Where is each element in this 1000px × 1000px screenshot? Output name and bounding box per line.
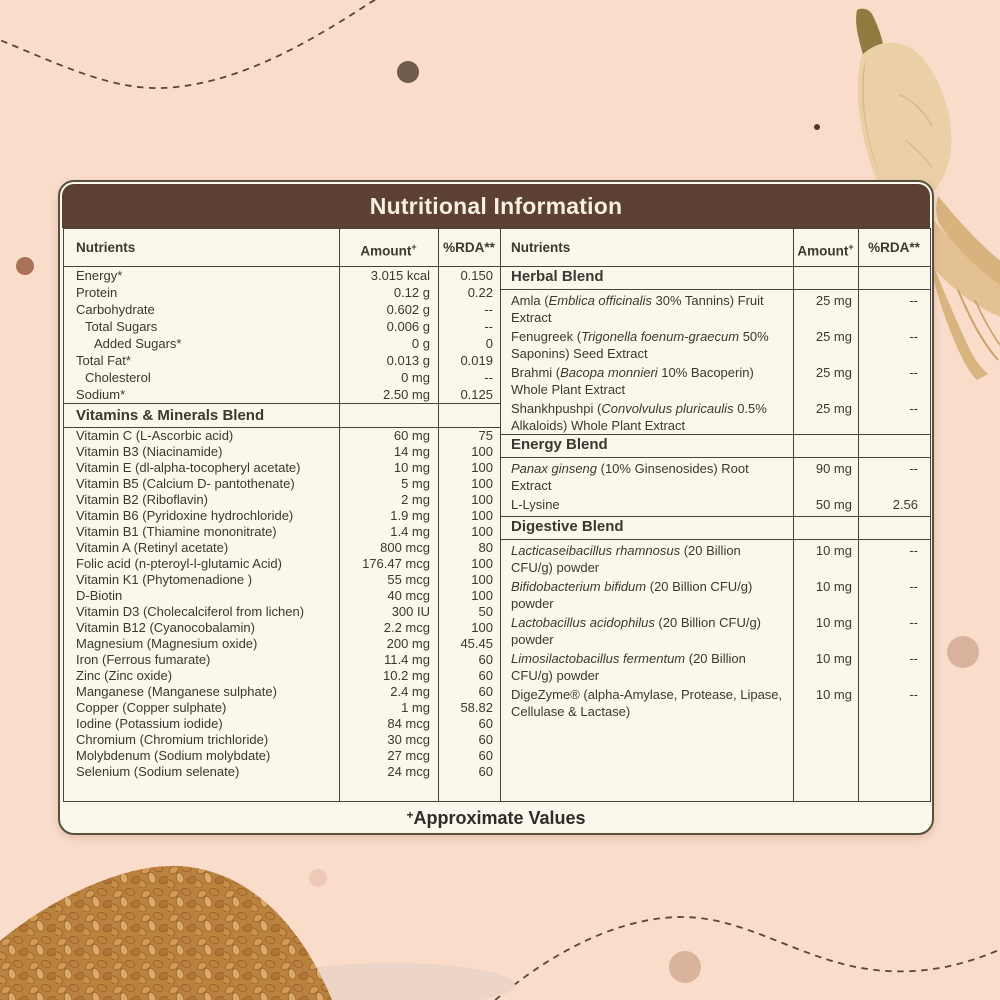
dot-left-brown: [16, 257, 34, 275]
nutrient-row: [64, 476, 500, 492]
nutrient-row: [64, 540, 500, 556]
nutrient-row: [64, 636, 500, 652]
dot-bottom-tan: [669, 951, 701, 983]
left-table-header: [64, 229, 500, 267]
nutrient-rda: 100: [471, 556, 493, 571]
nutrient-row: [500, 648, 930, 684]
nutrient-name: Lacticaseibacillus rhamnosus (20 Billion CFU/g) powder: [511, 542, 741, 575]
section-header-row: [64, 403, 500, 428]
nutrient-name: Energy*: [76, 268, 123, 283]
nutrient-name: Brahmi (Bacopa monnieri 10% Bacoperin) Whole Plant Extract: [511, 364, 754, 397]
dashed-curve-bottom: [486, 917, 1000, 1000]
nutrient-amount: 10.2 mg: [383, 668, 430, 683]
nutrient-amount: 2.2 mcg: [383, 620, 430, 635]
nutrient-rda: 100: [471, 572, 493, 587]
nutrient-name: L-Lysine: [511, 496, 560, 512]
nutrient-rda: --: [909, 614, 918, 630]
nutrient-amount: 1.9 mg: [390, 508, 430, 523]
nutrient-rda: 0.019: [460, 353, 493, 368]
nutrient-amount: 10 mg: [815, 650, 852, 666]
nutrient-amount: 84 mcg: [387, 716, 430, 731]
nutrient-amount: 90 mg: [815, 460, 852, 476]
nutrient-rda: 60: [478, 652, 493, 667]
nutrient-row: [500, 326, 930, 362]
nutrient-row: [64, 684, 500, 700]
nutrient-row: [64, 460, 500, 476]
nutrient-rda: 60: [478, 732, 493, 747]
nutrient-rda: --: [909, 400, 918, 416]
nutrient-rda: 100: [471, 524, 493, 539]
nutrient-row: [64, 652, 500, 668]
nutrient-amount: 25 mg: [815, 292, 852, 308]
left-table: [64, 229, 500, 801]
col-header-amount: Amount+: [360, 242, 417, 259]
nutrient-name: Vitamin B1 (Thiamine mononitrate): [76, 524, 277, 539]
nutrient-row: [64, 716, 500, 732]
nutrient-amount: 800 mcg: [380, 540, 430, 555]
page-title: Nutritional Information: [369, 192, 623, 219]
left-table-rows: [64, 267, 500, 780]
nutrient-name: Vitamin B12 (Cyanocobalamin): [76, 620, 255, 635]
col-header-nutrients: Nutrients: [511, 240, 571, 255]
footer-superscript: +: [406, 807, 414, 822]
nutrient-rda: 0.125: [460, 387, 493, 402]
nutrient-row: [64, 732, 500, 748]
nutrient-name: Vitamin B5 (Calcium D- pantothenate): [76, 476, 295, 491]
nutrient-name: Chromium (Chromium trichloride): [76, 732, 269, 747]
nutrient-name: Shankhpushpi (Convolvulus pluricaulis 0.5% Alkaloids) Whole Plant Extract: [511, 400, 767, 433]
col-header-nutrients: Nutrients: [76, 240, 136, 255]
nutrient-rda: --: [909, 578, 918, 594]
nutrient-row: [64, 604, 500, 620]
nutrient-amount: 11.4 mg: [383, 652, 430, 667]
col-header-amount: Amount+: [797, 242, 854, 259]
nutrient-amount: 0.006 g: [386, 319, 430, 334]
nutrient-row: [64, 764, 500, 780]
nutrient-row: [64, 335, 500, 352]
nutrient-row: [500, 684, 930, 720]
nutrient-name: Iodine (Potassium iodide): [76, 716, 223, 731]
nutrient-name: Zinc (Zinc oxide): [76, 668, 173, 683]
nutrient-rda: 100: [471, 476, 493, 491]
nutrient-name: Sodium*: [76, 387, 126, 402]
dot-small-dark: [814, 124, 820, 130]
nutrient-name: Amla (Emblica officinalis 30% Tannins) Fruit Extract: [511, 292, 764, 325]
nutrient-name: Iron (Ferrous fumarate): [76, 652, 211, 667]
nutrient-row: [64, 318, 500, 335]
nutrient-name: Magnesium (Magnesium oxide): [76, 636, 258, 651]
nutrient-amount: 27 mcg: [387, 748, 430, 763]
nutrient-row: [64, 508, 500, 524]
nutrient-rda: --: [484, 370, 493, 385]
nutrient-rda: 0.150: [460, 268, 493, 283]
nutrient-amount: 300 IU: [391, 604, 430, 619]
nutrient-amount: 0.013 g: [386, 353, 430, 368]
nutrient-rda: 50: [478, 604, 493, 619]
nutrient-row: [64, 386, 500, 403]
nutrient-rda: 60: [478, 684, 493, 699]
nutrient-row: [500, 540, 930, 576]
nutrient-amount: 24 mcg: [387, 764, 430, 779]
nutrient-amount: 25 mg: [815, 364, 852, 380]
dot-right-tan: [947, 636, 979, 668]
dashed-curve-top: [0, 0, 392, 88]
nutrient-name: Vitamin C (L-Ascorbic acid): [76, 428, 234, 443]
nutrient-name: Fenugreek (Trigonella foenum-graecum 50% Saponins) Seed Extract: [511, 328, 769, 361]
nutrient-name: Panax ginseng (10% Ginsenosides) Root Extract: [511, 460, 749, 493]
nutrient-amount: 14 mg: [393, 444, 430, 459]
nutrient-rda: 0: [485, 336, 493, 351]
nutrient-rda: --: [484, 302, 493, 317]
nutrient-row: [500, 398, 930, 434]
nutrient-amount: 25 mg: [815, 400, 852, 416]
dot-bottom-faint: [309, 869, 327, 887]
nutrient-amount: 55 mcg: [387, 572, 430, 587]
nutrient-row: [500, 458, 930, 494]
fenugreek-seeds-image: [0, 866, 515, 1000]
nutrient-rda: 60: [478, 764, 493, 779]
nutrient-name: Limosilactobacillus fermentum (20 Billion CFU/g) powder: [511, 650, 746, 683]
nutrient-row: [64, 492, 500, 508]
nutrient-rda: --: [909, 460, 918, 476]
nutrient-amount: 2.50 mg: [383, 387, 430, 402]
nutrient-row: [500, 576, 930, 612]
nutrient-amount: 10 mg: [393, 460, 430, 475]
nutrient-name: Vitamin B2 (Riboflavin): [76, 492, 208, 507]
nutrient-amount: 0 g: [411, 336, 430, 351]
nutrient-amount: 0.602 g: [386, 302, 430, 317]
nutrient-amount: 2.4 mg: [390, 684, 430, 699]
nutrient-rda: --: [909, 650, 918, 666]
nutrient-amount: 25 mg: [815, 328, 852, 344]
nutrient-rda: 100: [471, 620, 493, 635]
nutrient-rda: 45.45: [460, 636, 493, 651]
nutrient-name: DigeZyme® (alpha-Amylase, Protease, Lipase, Cellulase & Lactase): [511, 686, 783, 719]
section-title: Herbal Blend: [511, 268, 604, 285]
nutrient-row: [64, 700, 500, 716]
nutrient-amount: 1.4 mg: [390, 524, 430, 539]
nutrient-amount: 5 mg: [401, 476, 430, 491]
nutrient-row: [64, 572, 500, 588]
nutrient-row: [500, 494, 930, 516]
approximate-values-note: + Approximate Values: [406, 807, 586, 828]
nutrient-amount: 0 mg: [401, 370, 430, 385]
nutrient-amount: 176.47 mcg: [362, 556, 430, 571]
nutrient-rda: --: [909, 686, 918, 702]
nutrition-card: [58, 180, 934, 835]
section-header-row: [500, 516, 930, 540]
dot-top-brown: [397, 61, 419, 83]
right-table-rows: [500, 267, 930, 720]
section-title: Energy Blend: [511, 436, 608, 453]
nutrient-amount: 0.12 g: [393, 285, 430, 300]
nutrient-rda: 75: [478, 428, 493, 443]
right-table-header: [500, 229, 930, 267]
section-title: Vitamins & Minerals Blend: [76, 407, 265, 424]
nutrient-name: Molybdenum (Sodium molybdate): [76, 748, 271, 763]
nutrient-row: [64, 301, 500, 318]
nutrient-name: Vitamin B3 (Niacinamide): [76, 444, 223, 459]
nutrient-name: Selenium (Sodium selenate): [76, 764, 240, 779]
nutrient-row: [64, 267, 500, 284]
nutrient-rda: --: [484, 319, 493, 334]
nutrient-row: [500, 290, 930, 326]
nutrient-amount: 10 mg: [815, 614, 852, 630]
nutrient-row: [64, 588, 500, 604]
section-header-row: [500, 434, 930, 458]
nutrient-row: [64, 428, 500, 444]
nutrient-name: Vitamin K1 (Phytomenadione ): [76, 572, 253, 587]
nutrient-row: [64, 668, 500, 684]
nutrient-rda: 100: [471, 444, 493, 459]
nutrient-row: [64, 556, 500, 572]
nutrient-row: [64, 369, 500, 386]
nutrient-name: Folic acid (n-pteroyl-l-glutamic Acid): [76, 556, 282, 571]
nutrient-rda: 80: [478, 540, 493, 555]
nutrient-rda: 2.56: [892, 496, 918, 512]
nutrient-name: Lactobacillus acidophilus (20 Billion CFU/g) powder: [511, 614, 762, 647]
nutrient-rda: 100: [471, 508, 493, 523]
nutrient-rda: 100: [471, 492, 493, 507]
nutrient-amount: 50 mg: [815, 496, 852, 512]
nutrient-amount: 1 mg: [401, 700, 430, 715]
nutrient-row: [500, 362, 930, 398]
nutrient-amount: 10 mg: [815, 686, 852, 702]
nutrient-rda: 58.82: [460, 700, 493, 715]
col-header-rda: %RDA**: [443, 240, 495, 255]
nutrient-row: [64, 620, 500, 636]
nutrient-rda: 100: [471, 460, 493, 475]
nutrient-rda: 60: [478, 668, 493, 683]
section-header-row: [500, 267, 930, 290]
card-header: [62, 184, 930, 228]
nutrient-amount: 30 mcg: [387, 732, 430, 747]
nutrient-name: Vitamin E (dl-alpha-tocopheryl acetate): [76, 460, 301, 475]
nutrient-name: Added Sugars*: [94, 336, 182, 351]
nutrient-row: [64, 444, 500, 460]
nutrient-name: Protein: [76, 285, 118, 300]
nutrient-name: Carbohydrate: [76, 302, 155, 317]
nutrient-rda: 0.22: [467, 285, 493, 300]
nutrient-name: Total Fat*: [76, 353, 131, 368]
nutrient-amount: 40 mcg: [387, 588, 430, 603]
right-table: [500, 229, 930, 801]
nutrient-row: [64, 352, 500, 369]
nutrient-amount: 60 mg: [393, 428, 430, 443]
nutrient-amount: 200 mg: [386, 636, 430, 651]
nutrient-name: Total Sugars: [85, 319, 158, 334]
nutrient-rda: 60: [478, 716, 493, 731]
nutrient-row: [500, 612, 930, 648]
nutrient-name: Manganese (Manganese sulphate): [76, 684, 277, 699]
nutrient-amount: 10 mg: [815, 578, 852, 594]
nutrient-name: Vitamin D3 (Cholecalciferol from lichen): [76, 604, 305, 619]
section-title: Digestive Blend: [511, 518, 624, 535]
nutrient-row: [64, 748, 500, 764]
nutrient-rda: --: [909, 364, 918, 380]
nutrient-rda: 100: [471, 588, 493, 603]
nutrient-rda: --: [909, 328, 918, 344]
nutrient-row: [64, 524, 500, 540]
col-header-rda: %RDA**: [868, 240, 920, 255]
nutrient-name: Vitamin B6 (Pyridoxine hydrochloride): [76, 508, 294, 523]
nutrient-amount: 10 mg: [815, 542, 852, 558]
nutrient-rda: --: [909, 542, 918, 558]
nutrient-name: Vitamin A (Retinyl acetate): [76, 540, 229, 555]
nutrient-amount: 3.015 kcal: [370, 268, 430, 283]
nutrition-table: [63, 228, 931, 802]
nutrient-rda: 60: [478, 748, 493, 763]
nutrient-name: D-Biotin: [76, 588, 123, 603]
nutrient-name: Copper (Copper sulphate): [76, 700, 227, 715]
nutrient-name: Bifidobacterium bifidum (20 Billion CFU/g) powder: [511, 578, 753, 611]
nutrient-row: [64, 284, 500, 301]
nutrient-name: Cholesterol: [85, 370, 151, 385]
nutrient-amount: 2 mg: [401, 492, 430, 507]
nutrient-rda: --: [909, 292, 918, 308]
